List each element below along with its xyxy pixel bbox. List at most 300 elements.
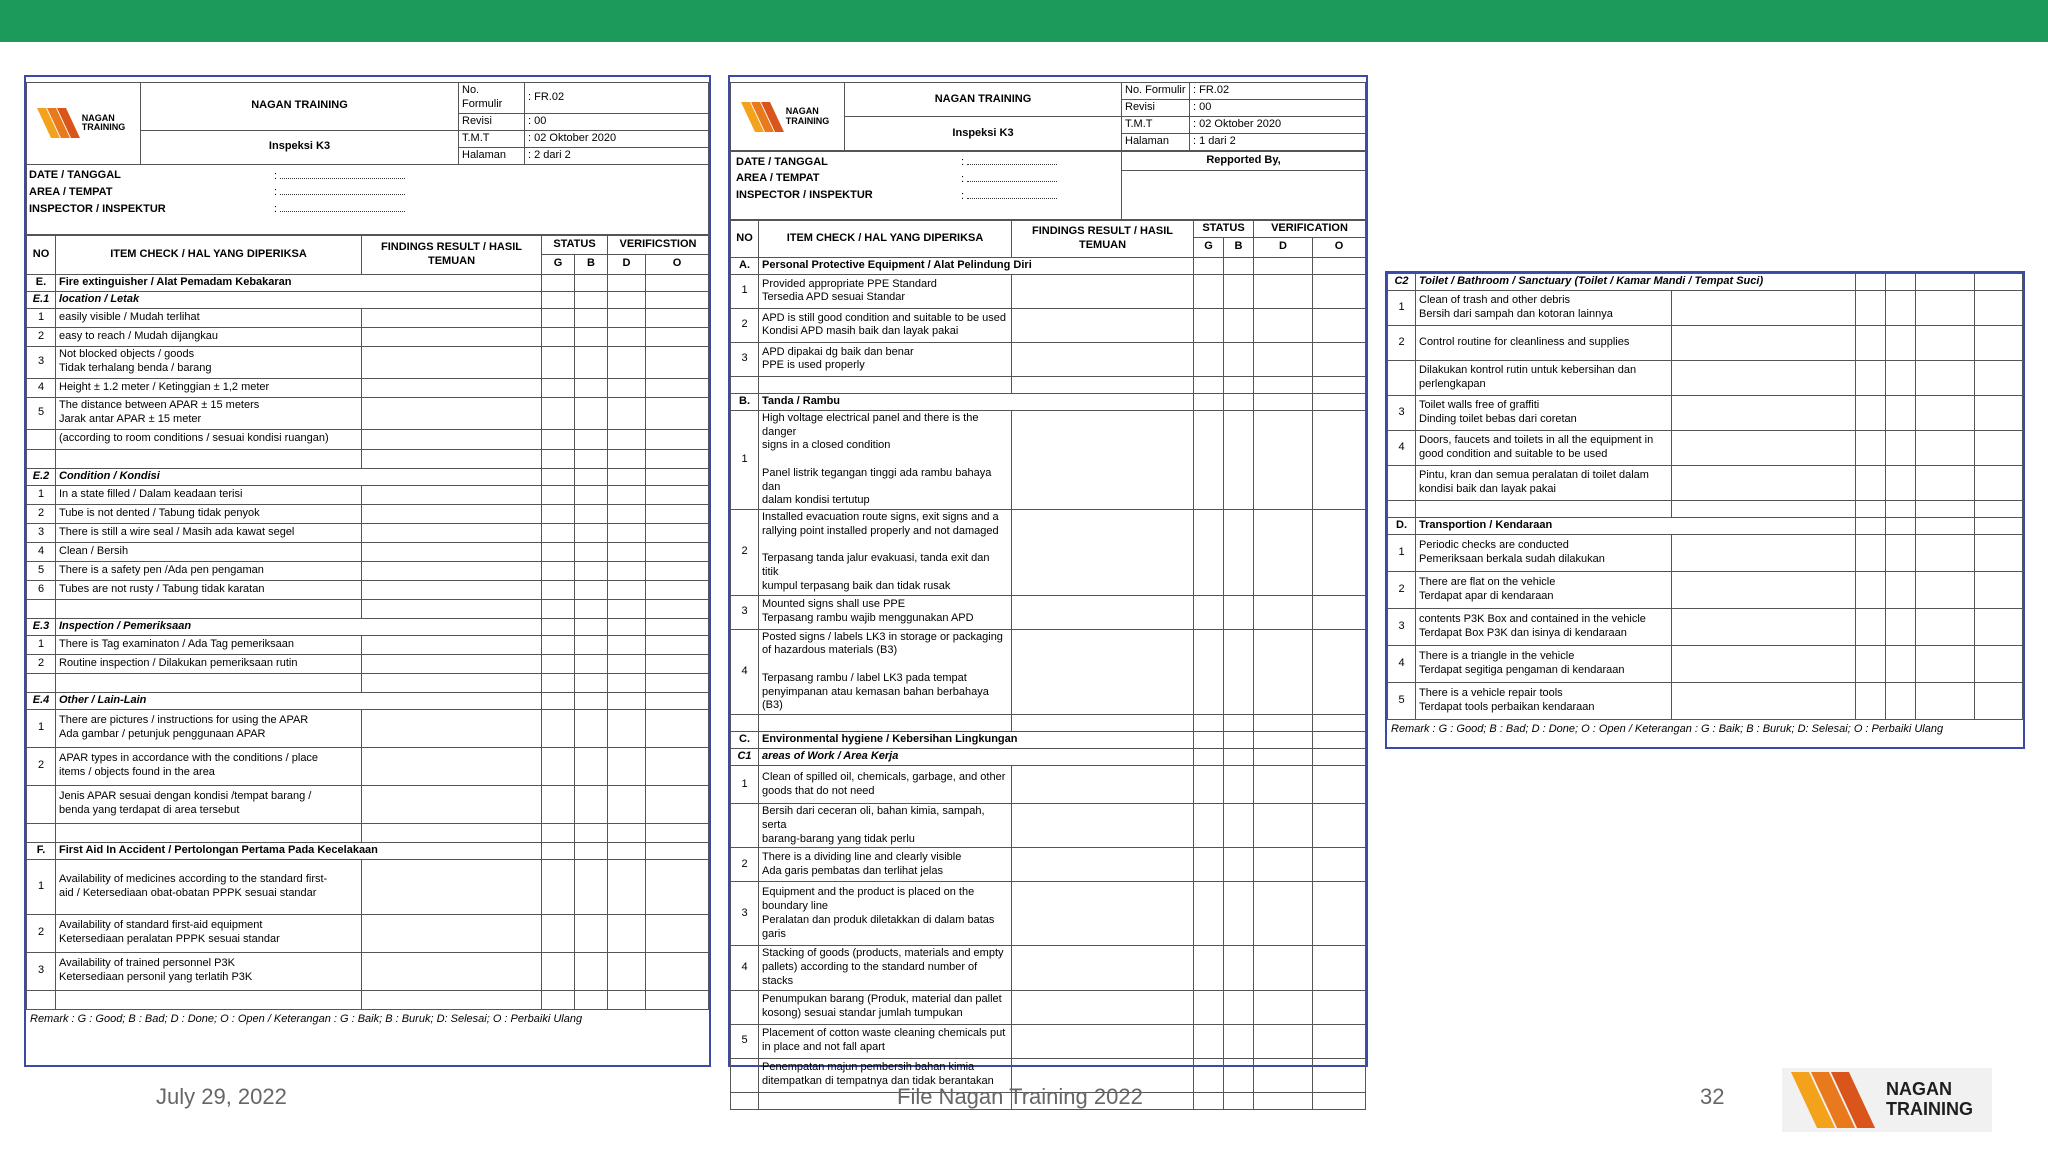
verif-open-cell[interactable] bbox=[1975, 326, 2023, 361]
verif-done-cell[interactable] bbox=[608, 274, 646, 291]
verif-open-cell[interactable] bbox=[1313, 990, 1366, 1024]
verif-open-cell[interactable] bbox=[1975, 683, 2023, 720]
findings-cell[interactable] bbox=[362, 542, 542, 561]
findings-cell[interactable] bbox=[1012, 946, 1194, 990]
findings-cell[interactable] bbox=[362, 485, 542, 504]
status-bad-cell[interactable] bbox=[1224, 257, 1254, 274]
verif-done-cell[interactable] bbox=[608, 327, 646, 346]
findings-cell[interactable] bbox=[1672, 291, 1856, 326]
findings-cell[interactable] bbox=[1672, 572, 1856, 609]
findings-cell[interactable] bbox=[362, 709, 542, 747]
verif-open-cell[interactable] bbox=[1313, 595, 1366, 629]
verif-open-cell[interactable] bbox=[1975, 535, 2023, 572]
status-bad-cell[interactable] bbox=[1886, 501, 1916, 518]
verif-open-cell[interactable] bbox=[646, 709, 709, 747]
verif-done-cell[interactable] bbox=[1254, 1058, 1313, 1092]
status-good-cell[interactable] bbox=[542, 747, 575, 785]
status-bad-cell[interactable] bbox=[575, 468, 608, 485]
status-good-cell[interactable] bbox=[542, 523, 575, 542]
verif-done-cell[interactable] bbox=[1916, 609, 1975, 646]
status-good-cell[interactable] bbox=[542, 291, 575, 308]
status-good-cell[interactable] bbox=[1856, 326, 1886, 361]
verif-done-cell[interactable] bbox=[1254, 393, 1313, 410]
findings-cell[interactable] bbox=[1672, 646, 1856, 683]
verif-done-cell[interactable] bbox=[608, 785, 646, 823]
status-bad-cell[interactable] bbox=[575, 599, 608, 618]
findings-cell[interactable] bbox=[1672, 431, 1856, 466]
inspector-field[interactable] bbox=[280, 202, 405, 212]
findings-cell[interactable] bbox=[1012, 882, 1194, 946]
status-bad-cell[interactable] bbox=[1886, 609, 1916, 646]
status-bad-cell[interactable] bbox=[575, 635, 608, 654]
findings-cell[interactable] bbox=[1672, 361, 1856, 396]
verif-done-cell[interactable] bbox=[608, 291, 646, 308]
verif-done-cell[interactable] bbox=[1254, 715, 1313, 732]
verif-open-cell[interactable] bbox=[1975, 291, 2023, 326]
verif-open-cell[interactable] bbox=[1313, 1092, 1366, 1109]
verif-done-cell[interactable] bbox=[608, 599, 646, 618]
verif-done-cell[interactable] bbox=[1916, 326, 1975, 361]
status-bad-cell[interactable] bbox=[575, 859, 608, 914]
status-good-cell[interactable] bbox=[542, 599, 575, 618]
findings-cell[interactable] bbox=[362, 747, 542, 785]
status-bad-cell[interactable] bbox=[575, 952, 608, 990]
status-good-cell[interactable] bbox=[542, 673, 575, 692]
verif-open-cell[interactable] bbox=[646, 859, 709, 914]
findings-cell[interactable] bbox=[362, 523, 542, 542]
findings-cell[interactable] bbox=[1012, 510, 1194, 596]
status-good-cell[interactable] bbox=[1856, 501, 1886, 518]
findings-cell[interactable] bbox=[362, 599, 542, 618]
status-good-cell[interactable] bbox=[542, 823, 575, 842]
findings-cell[interactable] bbox=[1672, 326, 1856, 361]
verif-done-cell[interactable] bbox=[608, 542, 646, 561]
status-good-cell[interactable] bbox=[542, 468, 575, 485]
verif-open-cell[interactable] bbox=[1313, 1058, 1366, 1092]
status-bad-cell[interactable] bbox=[1224, 1058, 1254, 1092]
status-good-cell[interactable] bbox=[1856, 683, 1886, 720]
verif-done-cell[interactable] bbox=[608, 397, 646, 429]
status-good-cell[interactable] bbox=[1856, 535, 1886, 572]
status-bad-cell[interactable] bbox=[1886, 361, 1916, 396]
verif-open-cell[interactable] bbox=[1313, 732, 1366, 749]
status-bad-cell[interactable] bbox=[575, 990, 608, 1009]
verif-done-cell[interactable] bbox=[608, 654, 646, 673]
verif-open-cell[interactable] bbox=[646, 504, 709, 523]
verif-open-cell[interactable] bbox=[1975, 501, 2023, 518]
status-good-cell[interactable] bbox=[1856, 291, 1886, 326]
status-bad-cell[interactable] bbox=[1224, 342, 1254, 376]
status-bad-cell[interactable] bbox=[1886, 646, 1916, 683]
findings-cell[interactable] bbox=[362, 673, 542, 692]
status-good-cell[interactable] bbox=[542, 485, 575, 504]
status-good-cell[interactable] bbox=[1856, 646, 1886, 683]
verif-open-cell[interactable] bbox=[646, 274, 709, 291]
verif-open-cell[interactable] bbox=[646, 914, 709, 952]
findings-cell[interactable] bbox=[1672, 683, 1856, 720]
findings-cell[interactable] bbox=[1672, 501, 1856, 518]
verif-open-cell[interactable] bbox=[1975, 274, 2023, 291]
status-bad-cell[interactable] bbox=[575, 785, 608, 823]
verif-open-cell[interactable] bbox=[646, 580, 709, 599]
verif-done-cell[interactable] bbox=[1254, 749, 1313, 766]
verif-done-cell[interactable] bbox=[608, 429, 646, 449]
status-bad-cell[interactable] bbox=[575, 542, 608, 561]
status-bad-cell[interactable] bbox=[575, 561, 608, 580]
verif-open-cell[interactable] bbox=[1975, 431, 2023, 466]
status-bad-cell[interactable] bbox=[1224, 308, 1254, 342]
status-bad-cell[interactable] bbox=[1224, 1092, 1254, 1109]
verif-open-cell[interactable] bbox=[646, 449, 709, 468]
verif-done-cell[interactable] bbox=[608, 990, 646, 1009]
findings-cell[interactable] bbox=[1672, 609, 1856, 646]
verif-open-cell[interactable] bbox=[646, 291, 709, 308]
status-bad-cell[interactable] bbox=[575, 692, 608, 709]
verif-done-cell[interactable] bbox=[608, 823, 646, 842]
findings-cell[interactable] bbox=[1012, 848, 1194, 882]
findings-cell[interactable] bbox=[1012, 308, 1194, 342]
status-bad-cell[interactable] bbox=[575, 842, 608, 859]
findings-cell[interactable] bbox=[362, 429, 542, 449]
verif-done-cell[interactable] bbox=[608, 580, 646, 599]
verif-done-cell[interactable] bbox=[1916, 291, 1975, 326]
status-bad-cell[interactable] bbox=[1886, 466, 1916, 501]
date-field[interactable] bbox=[280, 169, 405, 179]
verif-open-cell[interactable] bbox=[1975, 466, 2023, 501]
verif-open-cell[interactable] bbox=[1313, 410, 1366, 509]
verif-done-cell[interactable] bbox=[1916, 646, 1975, 683]
status-good-cell[interactable] bbox=[1194, 376, 1224, 393]
findings-cell[interactable] bbox=[362, 785, 542, 823]
status-bad-cell[interactable] bbox=[1886, 535, 1916, 572]
status-good-cell[interactable] bbox=[1856, 609, 1886, 646]
status-bad-cell[interactable] bbox=[1886, 518, 1916, 535]
status-good-cell[interactable] bbox=[542, 859, 575, 914]
status-good-cell[interactable] bbox=[542, 618, 575, 635]
verif-done-cell[interactable] bbox=[1916, 518, 1975, 535]
verif-open-cell[interactable] bbox=[1313, 848, 1366, 882]
verif-done-cell[interactable] bbox=[1916, 274, 1975, 291]
status-bad-cell[interactable] bbox=[1224, 595, 1254, 629]
verif-done-cell[interactable] bbox=[1254, 510, 1313, 596]
verif-done-cell[interactable] bbox=[1916, 431, 1975, 466]
status-bad-cell[interactable] bbox=[575, 580, 608, 599]
verif-open-cell[interactable] bbox=[1975, 646, 2023, 683]
status-good-cell[interactable] bbox=[1194, 342, 1224, 376]
status-good-cell[interactable] bbox=[1194, 766, 1224, 804]
verif-done-cell[interactable] bbox=[1916, 683, 1975, 720]
verif-done-cell[interactable] bbox=[608, 859, 646, 914]
status-bad-cell[interactable] bbox=[1224, 848, 1254, 882]
findings-cell[interactable] bbox=[362, 397, 542, 429]
status-bad-cell[interactable] bbox=[1224, 766, 1254, 804]
status-good-cell[interactable] bbox=[542, 952, 575, 990]
status-bad-cell[interactable] bbox=[1224, 749, 1254, 766]
findings-cell[interactable] bbox=[362, 561, 542, 580]
verif-open-cell[interactable] bbox=[646, 842, 709, 859]
status-good-cell[interactable] bbox=[542, 842, 575, 859]
status-bad-cell[interactable] bbox=[575, 654, 608, 673]
status-good-cell[interactable] bbox=[1194, 749, 1224, 766]
verif-done-cell[interactable] bbox=[608, 449, 646, 468]
findings-cell[interactable] bbox=[362, 378, 542, 397]
verif-open-cell[interactable] bbox=[1313, 946, 1366, 990]
findings-cell[interactable] bbox=[1012, 410, 1194, 509]
verif-done-cell[interactable] bbox=[608, 747, 646, 785]
status-bad-cell[interactable] bbox=[575, 274, 608, 291]
verif-open-cell[interactable] bbox=[1313, 629, 1366, 715]
verif-open-cell[interactable] bbox=[646, 429, 709, 449]
status-good-cell[interactable] bbox=[1856, 274, 1886, 291]
verif-done-cell[interactable] bbox=[1254, 1024, 1313, 1058]
status-bad-cell[interactable] bbox=[1224, 1024, 1254, 1058]
verif-open-cell[interactable] bbox=[1975, 396, 2023, 431]
verif-done-cell[interactable] bbox=[608, 378, 646, 397]
verif-open-cell[interactable] bbox=[1313, 510, 1366, 596]
status-bad-cell[interactable] bbox=[1224, 410, 1254, 509]
status-good-cell[interactable] bbox=[1194, 1024, 1224, 1058]
status-bad-cell[interactable] bbox=[575, 397, 608, 429]
verif-done-cell[interactable] bbox=[1254, 308, 1313, 342]
status-good-cell[interactable] bbox=[542, 378, 575, 397]
status-good-cell[interactable] bbox=[542, 692, 575, 709]
findings-cell[interactable] bbox=[1012, 274, 1194, 308]
status-bad-cell[interactable] bbox=[575, 504, 608, 523]
status-bad-cell[interactable] bbox=[575, 709, 608, 747]
verif-open-cell[interactable] bbox=[1313, 882, 1366, 946]
status-bad-cell[interactable] bbox=[575, 673, 608, 692]
verif-done-cell[interactable] bbox=[1254, 410, 1313, 509]
verif-done-cell[interactable] bbox=[1916, 535, 1975, 572]
verif-open-cell[interactable] bbox=[646, 346, 709, 378]
verif-open-cell[interactable] bbox=[1975, 572, 2023, 609]
verif-done-cell[interactable] bbox=[1916, 396, 1975, 431]
verif-open-cell[interactable] bbox=[646, 654, 709, 673]
findings-cell[interactable] bbox=[362, 580, 542, 599]
status-bad-cell[interactable] bbox=[575, 449, 608, 468]
status-good-cell[interactable] bbox=[1194, 393, 1224, 410]
verif-done-cell[interactable] bbox=[608, 523, 646, 542]
status-bad-cell[interactable] bbox=[1886, 396, 1916, 431]
status-bad-cell[interactable] bbox=[1886, 572, 1916, 609]
status-good-cell[interactable] bbox=[542, 709, 575, 747]
findings-cell[interactable] bbox=[1012, 715, 1194, 732]
verif-open-cell[interactable] bbox=[646, 561, 709, 580]
findings-cell[interactable] bbox=[362, 990, 542, 1009]
verif-done-cell[interactable] bbox=[608, 673, 646, 692]
status-bad-cell[interactable] bbox=[1224, 510, 1254, 596]
status-good-cell[interactable] bbox=[1194, 510, 1224, 596]
status-good-cell[interactable] bbox=[542, 504, 575, 523]
verif-open-cell[interactable] bbox=[646, 823, 709, 842]
status-good-cell[interactable] bbox=[1194, 629, 1224, 715]
status-good-cell[interactable] bbox=[1194, 848, 1224, 882]
status-good-cell[interactable] bbox=[1194, 1058, 1224, 1092]
verif-done-cell[interactable] bbox=[1916, 361, 1975, 396]
verif-open-cell[interactable] bbox=[1313, 766, 1366, 804]
verif-open-cell[interactable] bbox=[1313, 257, 1366, 274]
status-bad-cell[interactable] bbox=[1224, 393, 1254, 410]
findings-cell[interactable] bbox=[1012, 376, 1194, 393]
verif-done-cell[interactable] bbox=[608, 842, 646, 859]
findings-cell[interactable] bbox=[362, 327, 542, 346]
status-good-cell[interactable] bbox=[542, 561, 575, 580]
verif-open-cell[interactable] bbox=[1313, 308, 1366, 342]
verif-done-cell[interactable] bbox=[1916, 501, 1975, 518]
findings-cell[interactable] bbox=[362, 308, 542, 327]
verif-done-cell[interactable] bbox=[1254, 804, 1313, 848]
verif-done-cell[interactable] bbox=[608, 952, 646, 990]
verif-done-cell[interactable] bbox=[608, 692, 646, 709]
verif-done-cell[interactable] bbox=[1254, 595, 1313, 629]
status-good-cell[interactable] bbox=[1194, 410, 1224, 509]
status-bad-cell[interactable] bbox=[575, 346, 608, 378]
status-good-cell[interactable] bbox=[1194, 804, 1224, 848]
status-good-cell[interactable] bbox=[542, 990, 575, 1009]
status-bad-cell[interactable] bbox=[1886, 326, 1916, 361]
findings-cell[interactable] bbox=[362, 504, 542, 523]
verif-open-cell[interactable] bbox=[1313, 393, 1366, 410]
verif-open-cell[interactable] bbox=[646, 635, 709, 654]
status-bad-cell[interactable] bbox=[1224, 732, 1254, 749]
verif-open-cell[interactable] bbox=[646, 599, 709, 618]
status-good-cell[interactable] bbox=[542, 580, 575, 599]
findings-cell[interactable] bbox=[1672, 396, 1856, 431]
verif-done-cell[interactable] bbox=[1254, 990, 1313, 1024]
verif-open-cell[interactable] bbox=[1975, 609, 2023, 646]
verif-done-cell[interactable] bbox=[1254, 848, 1313, 882]
verif-done-cell[interactable] bbox=[1254, 342, 1313, 376]
status-bad-cell[interactable] bbox=[1224, 715, 1254, 732]
findings-cell[interactable] bbox=[362, 635, 542, 654]
status-good-cell[interactable] bbox=[1856, 518, 1886, 535]
status-good-cell[interactable] bbox=[1194, 257, 1224, 274]
verif-open-cell[interactable] bbox=[1975, 361, 2023, 396]
verif-done-cell[interactable] bbox=[1254, 1092, 1313, 1109]
verif-done-cell[interactable] bbox=[1254, 376, 1313, 393]
status-good-cell[interactable] bbox=[542, 785, 575, 823]
status-bad-cell[interactable] bbox=[1886, 274, 1916, 291]
verif-open-cell[interactable] bbox=[646, 378, 709, 397]
findings-cell[interactable] bbox=[362, 823, 542, 842]
verif-open-cell[interactable] bbox=[1313, 804, 1366, 848]
verif-open-cell[interactable] bbox=[646, 673, 709, 692]
verif-open-cell[interactable] bbox=[646, 523, 709, 542]
findings-cell[interactable] bbox=[362, 346, 542, 378]
status-bad-cell[interactable] bbox=[1224, 882, 1254, 946]
status-bad-cell[interactable] bbox=[575, 914, 608, 952]
findings-cell[interactable] bbox=[362, 859, 542, 914]
status-good-cell[interactable] bbox=[1194, 882, 1224, 946]
area-field[interactable] bbox=[280, 185, 405, 195]
status-good-cell[interactable] bbox=[1856, 431, 1886, 466]
verif-done-cell[interactable] bbox=[1916, 466, 1975, 501]
verif-done-cell[interactable] bbox=[1254, 257, 1313, 274]
status-bad-cell[interactable] bbox=[575, 327, 608, 346]
status-good-cell[interactable] bbox=[542, 542, 575, 561]
findings-cell[interactable] bbox=[1672, 466, 1856, 501]
verif-done-cell[interactable] bbox=[608, 468, 646, 485]
status-good-cell[interactable] bbox=[542, 327, 575, 346]
verif-open-cell[interactable] bbox=[646, 618, 709, 635]
verif-open-cell[interactable] bbox=[646, 485, 709, 504]
status-good-cell[interactable] bbox=[542, 654, 575, 673]
verif-done-cell[interactable] bbox=[1916, 572, 1975, 609]
status-bad-cell[interactable] bbox=[575, 747, 608, 785]
verif-done-cell[interactable] bbox=[608, 504, 646, 523]
status-bad-cell[interactable] bbox=[575, 429, 608, 449]
status-good-cell[interactable] bbox=[1856, 466, 1886, 501]
status-bad-cell[interactable] bbox=[1224, 629, 1254, 715]
verif-done-cell[interactable] bbox=[608, 635, 646, 654]
status-good-cell[interactable] bbox=[1194, 990, 1224, 1024]
verif-done-cell[interactable] bbox=[1254, 882, 1313, 946]
status-bad-cell[interactable] bbox=[575, 378, 608, 397]
status-good-cell[interactable] bbox=[542, 449, 575, 468]
findings-cell[interactable] bbox=[1012, 342, 1194, 376]
findings-cell[interactable] bbox=[1012, 629, 1194, 715]
verif-done-cell[interactable] bbox=[608, 709, 646, 747]
findings-cell[interactable] bbox=[362, 914, 542, 952]
inspector-field[interactable] bbox=[967, 189, 1057, 199]
area-field[interactable] bbox=[967, 172, 1057, 182]
findings-cell[interactable] bbox=[1012, 804, 1194, 848]
verif-open-cell[interactable] bbox=[646, 397, 709, 429]
verif-open-cell[interactable] bbox=[646, 785, 709, 823]
status-good-cell[interactable] bbox=[1194, 946, 1224, 990]
status-good-cell[interactable] bbox=[1194, 732, 1224, 749]
status-bad-cell[interactable] bbox=[1886, 431, 1916, 466]
status-good-cell[interactable] bbox=[542, 635, 575, 654]
status-good-cell[interactable] bbox=[542, 429, 575, 449]
verif-done-cell[interactable] bbox=[608, 485, 646, 504]
status-bad-cell[interactable] bbox=[575, 291, 608, 308]
status-good-cell[interactable] bbox=[1194, 595, 1224, 629]
verif-done-cell[interactable] bbox=[608, 561, 646, 580]
verif-open-cell[interactable] bbox=[1975, 518, 2023, 535]
verif-done-cell[interactable] bbox=[608, 914, 646, 952]
verif-done-cell[interactable] bbox=[1254, 274, 1313, 308]
status-bad-cell[interactable] bbox=[575, 823, 608, 842]
status-bad-cell[interactable] bbox=[1224, 804, 1254, 848]
status-bad-cell[interactable] bbox=[1224, 946, 1254, 990]
verif-open-cell[interactable] bbox=[1313, 1024, 1366, 1058]
verif-open-cell[interactable] bbox=[646, 692, 709, 709]
status-good-cell[interactable] bbox=[1194, 1092, 1224, 1109]
status-bad-cell[interactable] bbox=[1886, 683, 1916, 720]
status-good-cell[interactable] bbox=[1194, 715, 1224, 732]
verif-open-cell[interactable] bbox=[646, 990, 709, 1009]
verif-open-cell[interactable] bbox=[646, 308, 709, 327]
status-good-cell[interactable] bbox=[1194, 274, 1224, 308]
findings-cell[interactable] bbox=[362, 952, 542, 990]
status-good-cell[interactable] bbox=[542, 397, 575, 429]
findings-cell[interactable] bbox=[1012, 595, 1194, 629]
findings-cell[interactable] bbox=[1012, 766, 1194, 804]
status-bad-cell[interactable] bbox=[1224, 990, 1254, 1024]
status-bad-cell[interactable] bbox=[1886, 291, 1916, 326]
findings-cell[interactable] bbox=[1012, 990, 1194, 1024]
status-good-cell[interactable] bbox=[1194, 308, 1224, 342]
findings-cell[interactable] bbox=[1012, 1024, 1194, 1058]
verif-open-cell[interactable] bbox=[1313, 342, 1366, 376]
status-good-cell[interactable] bbox=[1856, 396, 1886, 431]
verif-done-cell[interactable] bbox=[1254, 766, 1313, 804]
status-bad-cell[interactable] bbox=[575, 618, 608, 635]
findings-cell[interactable] bbox=[1672, 535, 1856, 572]
verif-done-cell[interactable] bbox=[1254, 946, 1313, 990]
status-good-cell[interactable] bbox=[542, 346, 575, 378]
